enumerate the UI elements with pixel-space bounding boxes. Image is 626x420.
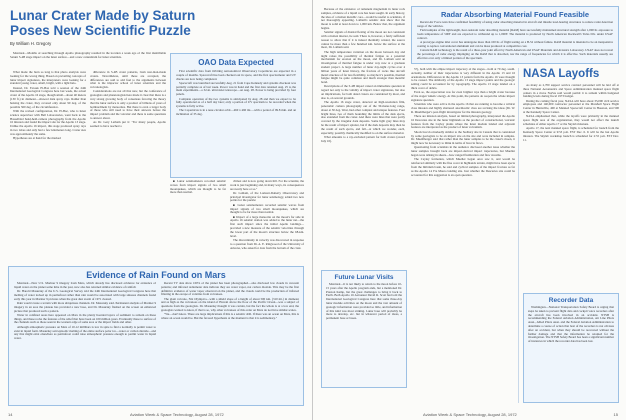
main-article-col-2: [90, 71, 166, 263]
right-col-2: [411, 68, 515, 403]
article-paragraph: Montreal—Months of searching through Apollo photography resulted in the location a week ago of the first identifiable Saturn S-4B stage impact on the lunar surface—and a new conundrum for lunar scientists.: [10, 52, 166, 59]
article-paragraph: The Cayley formation, which Mueller began once saw it, and would be reinforced similarly with the fine cover in highlands terrain, might have been ejecta from the Imbrium basin, he said and cyclical samples of the impact fracture as far as the Apollo 14 Fra Mauro landing site. Just whether the Descartes site could be accounted for this suggestion is an open question.: [411, 157, 515, 177]
radar-paragraph: Recent Air Force tests have confirmed feasibility of using radar absorbing material in aircraft and missile load-bearing structures to reduce radar detection range of the vehicles.: [417, 20, 613, 28]
article-paragraph: Descriptions of the S-4B impact raised an immediate question in regard not only to the validity of impact crater signatures, but also on implications, for both dated craters are considered by most, and also is, on several grounds.: [321, 84, 405, 100]
right-page: [313, 0, 626, 420]
main-headline: [10, 8, 210, 50]
article-paragraph: 57), both with the ellipse impact trajectory of the stages—both at 79 deg. south. Actually, neither of their trajectories is very different in the Apollo 13 and 16 orientations. Differences in the Apollo 13 pattern from the Apollo 16 were thought to be caused. The similarity of the Apollo 13 stage impact points and the geologic setting could be accounted for by topography. The Apollo 13 stage landed on a thick cover of debris.: [411, 68, 515, 90]
headline-line-1: Lunar Crater Made by Saturn: [10, 8, 196, 23]
article-paragraph: The high temperature variation on the moon between day and night raises the possibility of thermal fatigue as a potential mechanism for erosion on the moon, and Dr. Latham said an investigation of thermal fatigue is under way now at a graduate student project. A large number of lunar day-night cycles over 4 billion years of lunar history, the fracture of rocks like aircraft metal structure of far less flexibility, so maybe it's possible, thermal fatigue might be quite common and much stronger than metallic bond.: [321, 49, 405, 85]
oao-box-title: OAO Data Expected: [198, 58, 274, 67]
oao-paragraph: The Copernicus is in a near-circular orbit—460 x 460 mi.—with a period of 99.8 min. and an inclination of 35 deg.: [176, 108, 296, 117]
radar-paragraph: Field samples of the lightweight, heat-resistant radar absorbing material (RAM) have successfully maintained structural strength after 1,000 hr. exposure to loads temperature of 500F and are expected to withstand up to 1,000F. The material is produced by North American Rockwell's Tulsa Div. under USAF contract.: [417, 28, 613, 40]
article-paragraph: What amounts to a ray-excluded pattern for both craters (award July 10).: [321, 134, 405, 143]
nasa-layoffs-article: [523, 68, 619, 290]
nasa-layoffs-title: NASA Layoffs: [523, 68, 600, 80]
recorder-box-title: Recorder Data: [548, 297, 594, 304]
column-divider: [518, 68, 519, 403]
future-paragraph: Montreal—It is not likely to return to the moon before 10-15 years after the Apollo program ends, but a mentioned Dr. Preston Kemp, but the great challenges to bring it back to Earth. Both Apollo 16 Astronaut David R. Scott had told the International Geological Congress here that some three-day lunar module activities on the moon and the vast amount of geologic information were provided so little, and information of this kind was most striking. Lunar base will probably be more to develop, etc. but in whatever period of ideas, a permanent base or bases.: [326, 282, 402, 321]
article-paragraph: The discontinuity in velocity was discovered in response to a question from Dr. A. E. Ringwood of the University of Arizona, who asked for data from the bottom of the crust.: [230, 237, 304, 250]
article-paragraph: Even so, the expectation was for even brighter rays than a bright crater because of the stages' kinetic energy. At this point, the patterns do reopen the whole impact signature question.: [411, 90, 515, 102]
right-page-publication: Aviation Week & Space Technology, August 28, 1972: [423, 412, 517, 417]
future-box-title: Future Lunar Visits: [334, 274, 394, 281]
nasa-paragraph: During the coming fiscal year, NASA will have about 35,000 civil service employees and 140,000 contractor personnel at the Marshall Space Flight Center in Huntsville, 400 at Manned Spacecraft Center in Houston, and 500 at the Kennedy Space Center.: [523, 98, 619, 115]
main-article-col-3a: [170, 180, 226, 264]
article-paragraph: climax and is now going down hill. For the scientist, the work is just beginning and, in many ways, its consequences are nearly here or so.": [230, 180, 304, 191]
radar-paragraph: Current RAM technology is the result of a three-year joint effort by North American and USAF Materials and Avionics Laboratory. USAF does not reveal the percentage of radar energy impinging on the RAM that is absorbed, nor the range of frequencies for which it is effective. Such materials usually are effective over only a limited portion of the spectrum.: [417, 48, 613, 60]
mars-evidence-box: [8, 266, 304, 406]
article-paragraph: ■ Lunar seismometers recorded seismic waves from impact signals of two small moonquakes, which are thought to be far more than normal.: [170, 180, 226, 195]
nasa-paragraph: As many as 2,700 support service contract personnel will be laid off at three National Aeronautics and Space Administration manned space flight centers in a move NASA said would permit it to remain within budgeted funding levels during fiscal 1973 budget.: [523, 83, 619, 99]
mars-paragraph: Water in confined areas here appeared on Mars in the plenty hoarded layers of sediment to remain on these things, and these rocks the features of the relief that have been on 100 million years. Eventually these to surface of the channels such as those seen in the western edge of some area or the impact fields and other.: [14, 312, 156, 325]
article-paragraph: Because of the existence of remanent magnetism in lunar rock samples, evidence of a liquid core has been sought. In early history, the idea of a molten metallic core—would be useful to scientists, if not thoroughly appealing. Latham's seismic data show that the moon is solid at least down to 1,000 km. Below that, the argument begins.: [321, 8, 405, 30]
article-paragraph: ■ Impact of a large meteorite on the moon's far side in Apollo 16 seismic station was added to the lunar net—the first such impact since the initial Apollo landings—provided a new measure of the seismic velocities through the lower part of the moon's structure below the 68-km. level.: [230, 214, 304, 238]
oao-paragraph: Spacecraft was launched successfully Aug. 21 from Cape Kennedy and systems checkout was partially complete as of last week. Power was in hand and the first data returned Aug. 25 to the main experiments—a 32-in. ultraviolet telescope—on Aug. 28. Power is being provided by four panels.: [176, 80, 296, 97]
right-page-number: 15: [613, 412, 618, 417]
article-paragraph: Seismic signals of diurnal flexing of the moon are not consistent with a molten interior, he said. There is, however, a fairly sufficient reason to allow that if it is indeed thermally related, the source cannot be more than a few hundred km. below the surface at the most, Dr. Latham said.: [321, 30, 405, 50]
mars-paragraph: Rain would create a terrain with more ubiquitous channels. Dr. Masursky said. Permanent analysis of Mariner 9 imagery in an area the plateau has provided a new base, and Dr. Masursky flashed on the screen an enhanced picture that produced such a pattern.: [14, 300, 156, 313]
article-paragraph: difference in S-4B crater patterns, from non-man-made craters. Nevertheless, until these are accepted, the differences are said to add fuel to the arguments between what is the impactor school of lunar scientists and the volcanologists.: [90, 71, 166, 90]
article-paragraph: Dr. Latham, of the Lamont-Doherty Observatory and principal investigator for lunar seismology, added two new points for the puzzle:: [230, 190, 304, 203]
mars-box-title: Evidence of Rain Found on Mars: [86, 270, 226, 280]
article-paragraph: The Apollo 16 stage crater, detected on high-resolution film, panoramic camera photography out of the 30-meter-long range, about at 30 deg. West, had other complex and unique features. Four bright lines, two of them bounding the limits of the dark ejecta, also extended from the crater. And there were lines that were partly covered by the irregular dark deposits. Some light gray lines may be the result of impact splatter, but if the dark deposits may then be the result of such ejecta, and fall—at which we wonder, each, especially, possibly chemically modified to on the surface material.: [321, 100, 405, 135]
left-page-number: 14: [8, 412, 13, 417]
radar-box-title: Radar Absorbing Material Found Feasible: [440, 10, 590, 19]
main-article-col-1: [10, 71, 86, 263]
left-page-publication: Aviation Week & Space Technology, August 28, 1972: [130, 412, 224, 417]
radar-absorbing-box: [411, 6, 619, 64]
byline: By William H. Gregory: [10, 41, 52, 46]
mars-paragraph: "We—don't know. There are large implications if this is a seismic drill. If there was an ocean on Mars, this is where an ocean would be. But the favored hypothesis at the moment is that it is sedimentary.": [161, 312, 299, 321]
headline-line-2: Poses New Scientific Puzzle: [10, 23, 191, 38]
oao-paragraph: First scientific data from Orbiting Astronomical Observatory Copernicus are expected in a couple of months. Spacecraft has been checked out in space, and the first spectrometer and UV checks are now being completed.: [176, 69, 296, 81]
article-paragraph: Instead, Dr. Farouk El-Baz told a session of the 24th International Geological Congress here last week, the actual crater of the Apollo 16 stage, though small—about 40 meters (130 ft.) in diameter—showed dark spray rays. Rather than haloing the crater, they covered only about 90 deg. of the possible 360 deg. of the circumference.: [10, 85, 86, 109]
oao-paragraph: Complete operation of the two systems is anticipated by Aug. 28 and then we expect to be fully operational as of a half day later; only a portion of UV spectrum to be recorded when the systems is fully active.: [176, 96, 296, 109]
mars-box-col-2: [161, 282, 299, 404]
main-article-col-3: [230, 180, 304, 264]
article-paragraph: Hypotheses are at hand for the marked: [13, 136, 61, 141]
article-paragraph: With the revised configuration, Dr. El-Baz, who is lunar science supervisor with Bell Laboratories, went back to the Hasselblad hand-held-camera photography from the Apollo 16 mission and found the impact site for the Apollo 13 stage. Unlike the Apollo 16 impact, this stage produced spray rays in two lobes and only had a few kilometers long. Crater size was approximately the same.: [10, 108, 86, 136]
article-paragraph: What made the burn so long is that photo analysts were looking for the wrong thing. Based on prevailing concepts of lunar impact signatures, the interpreters were looking for a standard young crater, small, bright, with a light halo.: [10, 71, 86, 86]
article-paragraph: Considerations are not all that new, but the conference of geologists and planetologists here made it clear that there is a very strong growing body of consensus favoring the theory that the lunar surface is only a product of billions of years of bombardment by meteorites. But there is even a larger body of those who still need to have their answers before the impact problem and the volcanic and there is some questions to answer about.: [90, 89, 166, 121]
article-paragraph: ■ Lunar seismometers recorded seismic waves from impact signals of two small moonquakes, which are thought to be far more than normal.: [230, 202, 304, 215]
future-lunar-visits-box: [321, 270, 407, 388]
article-paragraph: Questioning from scientists in the audience disclosed another issue whether the lunar samples brought back are impact-derived impact trajectories, but Mueller began were talking in sheets—how ranged fluidization and flow streams.: [411, 145, 515, 158]
radar-paragraph: A prototype engine inlet cover has undergone more than 100 hr. of flight testing on a B-52 without failure. RAM material is intended to be an inexpensive coating to replace conventional aluminum and can be mass produced at competitive cost.: [417, 39, 613, 48]
nasa-paragraph: Apollo 17, the next manned space flight, is scheduled for launch from the Kennedy Space Center at 9:53 p.m. EST Dec. 6. It will be the last Apollo mission. The Skylab workshop launch is scheduled for 2:55 p.m. EST Dec. 11.: [523, 126, 619, 142]
recorder-paragraph: Washington—National Transportation Safety Board is urging that steps be taken to prevent flight data and cockpit voice recorders after the aircraft has been involved in an accident. NTSB is recommending the Federal Aviation Administration, Air Line Pilots Assn., Allied Pilots Assn. and the Federal Aviation Administration to determine a course of action that best of the recorders is not obvious after an accident, but when they should be recovered without the further damage and that the information be retained for the investigation. The NTSB Safety Board has been a significant number of instances in which the recorder data has been lost.: [528, 305, 614, 344]
nasa-paragraph: NASA emphasized that, while the layoffs were primarily in the manned space flight area of the organization, they would not affect the launch schedules of either Apollo 17 or the Skylab missions.: [523, 114, 619, 126]
mars-paragraph: Montreal—New U.S. Mariner 9 imagery from Mars, which already has disclosed evidence for existence of liquid water on the planet some time in the past, now also has returned similar evidence of rainfall.: [14, 282, 156, 289]
recorder-data-box: [523, 293, 619, 403]
mars-paragraph: The giant volcano, Nix Olympica—with a shield slope of a height of about 500 km. (310 mi.) in diameter and as high as the volcanoes on the island of Hawaii above the floor of the Pacific Ocean—was a subject of questions from the geologists. Dr. Masursky thought it was certain, but the fact the whole is at a low end, the geologists wanted to know, if that is so, why other volcanoes of this order on Mars do not have similar scales.: [161, 296, 299, 313]
mars-box-col-1: [14, 282, 156, 404]
mars-paragraph: Although atmospheric pressure on Mars of 10-12 millibars is low in spite to find a normally is permit water to exist in liquid form. Masursky said episodic melting of the entire surface polar ice—water or carbon dioxide—and any that might exist elsewhere as permafrost could raise atmospheric pressure enough to permit water in liquid water.: [14, 324, 156, 341]
oao-data-box: [170, 53, 302, 178]
article-paragraph: As Dr. Gary Latham put it: "For many people, Apollo seemed to have reached a: [90, 120, 166, 129]
mars-paragraph: Recent TV data show 100% of the planet has been photographed—also disclosed low clouds in crescent patterns; and infrared radiometer data indicate they are water vapor, not carbon dioxide. This may be the first definitive evidence of water vapor observed on the planet, and the clouds could be the production of infrared filtering in the escape of volatiles from volcanoes.: [161, 282, 299, 297]
mars-paragraph: Dr. Harold Masursky of the U.S. Geological Survey told the 24th International Geological Congress here that melting of water locked up in permafrost rather than rain would be associated with large sinuous channels found early this year in Mariner 9 pictures when the great dust storm of 1971 cleared.: [14, 289, 156, 301]
article-paragraph: Scientists who were active in the Apollo 16 that are running to become a wildcat class mission and highly shattered anorthositic class are revising the ideas (Dr. W. R. Muehlberger's post-flight investigator for the mission geology.: [411, 102, 515, 114]
main-article-lead: [10, 52, 166, 70]
article-paragraph: Shock breccia markedly similar to the Sudbury site in Canada that is considered by some geologists to be an impact site on the site and were included in samples. Dr. Muehlberger said that rather than the lunar samples to be the crater's moon, it might now be necessary to think in terms of breccia flows.: [411, 129, 515, 146]
article-paragraph: There are mission analysts, based on limited photography, interpreted the Apollo 16 Descartes site in the lunar highlands as the product of constructional, volcanic features from the Cayley plains where the lunar module landed and adjacent features are interpreted as the product of lunar volcanism.: [411, 114, 515, 130]
right-col-1: [321, 8, 405, 266]
